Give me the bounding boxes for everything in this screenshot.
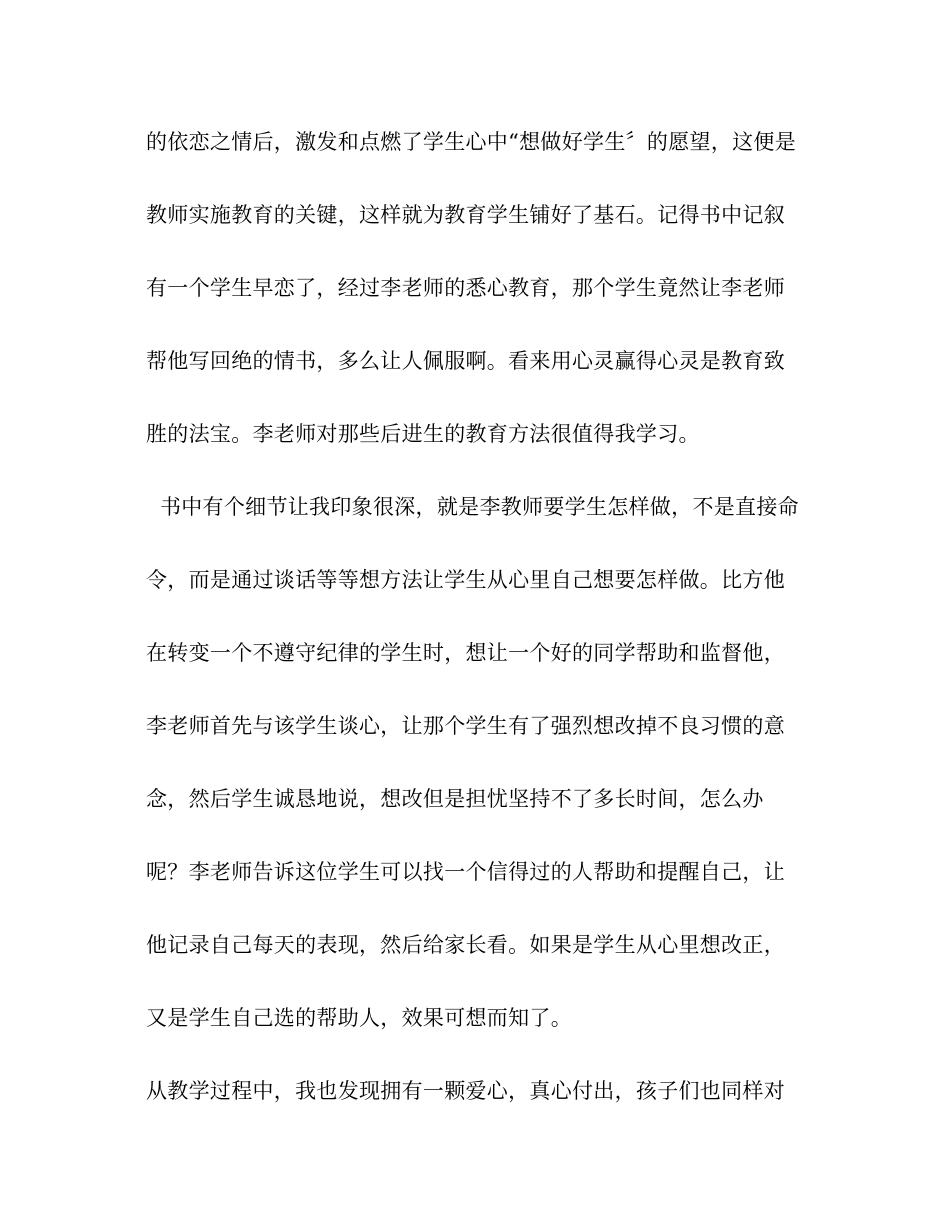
text-line: 令，而是通过谈话等等想方法让学生从心里自己想要怎样做。比方他 bbox=[146, 568, 785, 592]
text-line: 从教学过程中，我也发现拥有一颗爱心，真心付出，孩子们也同样对 bbox=[146, 1079, 785, 1103]
text-line: 教师实施教育的关键，这样就为教育学生铺好了基石。记得书中记叙 bbox=[146, 203, 785, 227]
text-line: 李老师首先与该学生谈心，让那个学生有了强烈想改掉不良习惯的意 bbox=[146, 714, 785, 738]
text-line: 念，然后学生诚恳地说，想改但是担忧坚持不了多长时间，怎么办 bbox=[146, 787, 764, 811]
text-line: 在转变一个不遵守纪律的学生时，想让一个好的同学帮助和监督他， bbox=[146, 641, 785, 665]
text-line: 书中有个细节让我印象很深，就是李教师要学生怎样做，不是直接命 bbox=[146, 495, 799, 519]
text-line: 帮他写回绝的情书，多么让人佩服啊。看来用心灵赢得心灵是教育致 bbox=[146, 349, 785, 373]
text-line: 胜的法宝。李老师对那些后进生的教育方法很值得我学习。 bbox=[146, 422, 700, 446]
text-line: 有一个学生早恋了，经过李老师的悉心教育，那个学生竟然让李老师 bbox=[146, 276, 785, 300]
text-line: 呢？李老师告诉这位学生可以找一个信得过的人帮助和提醒自己，让 bbox=[146, 860, 785, 884]
text-line: 他记录自己每天的表现，然后给家长看。如果是学生从心里想改正， bbox=[146, 933, 785, 957]
text-line: 又是学生自己选的帮助人，效果可想而知了。 bbox=[146, 1006, 572, 1030]
text-line: 的依恋之情后，激发和点燃了学生心中“想做好学生〞的愿望，这便是 bbox=[146, 130, 797, 154]
